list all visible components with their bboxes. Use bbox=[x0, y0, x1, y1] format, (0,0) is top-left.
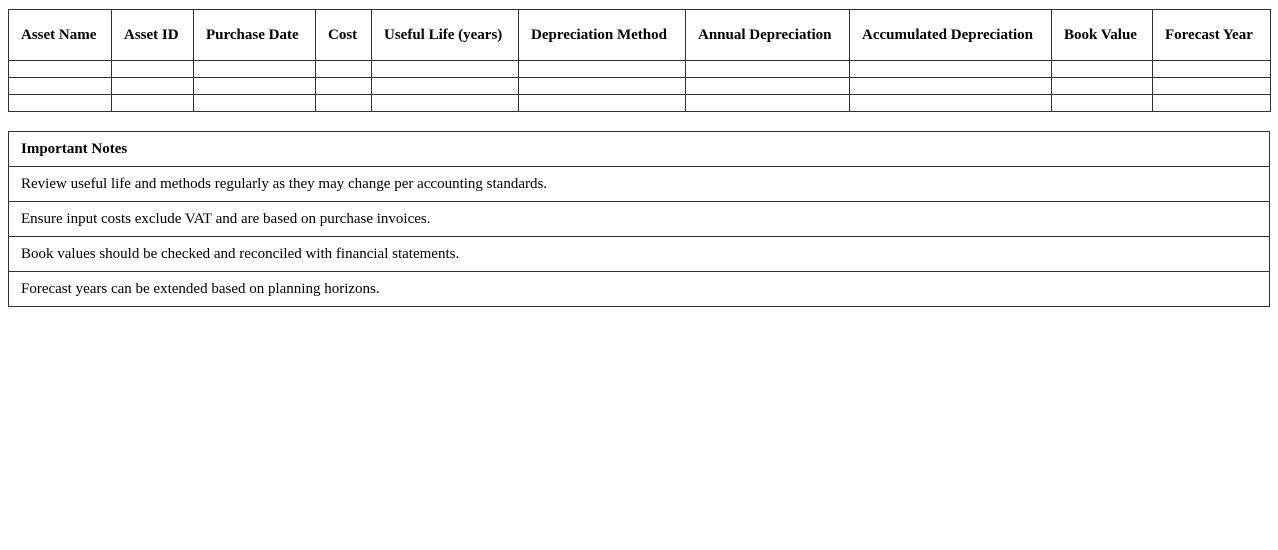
column-header: Useful Life (years) bbox=[372, 10, 519, 61]
column-header: Cost bbox=[316, 10, 372, 61]
table-cell[interactable] bbox=[1052, 61, 1153, 78]
table-cell[interactable] bbox=[1153, 61, 1271, 78]
table-cell[interactable] bbox=[686, 61, 850, 78]
notes-title: Important Notes bbox=[9, 132, 1270, 167]
table-cell[interactable] bbox=[316, 95, 372, 112]
table-cell[interactable] bbox=[850, 95, 1052, 112]
table-cell[interactable] bbox=[372, 61, 519, 78]
column-header: Depreciation Method bbox=[519, 10, 686, 61]
table-cell[interactable] bbox=[316, 78, 372, 95]
column-header: Purchase Date bbox=[194, 10, 316, 61]
column-header: Forecast Year bbox=[1153, 10, 1271, 61]
table-cell[interactable] bbox=[194, 61, 316, 78]
table-cell[interactable] bbox=[194, 78, 316, 95]
note-row bbox=[9, 237, 1270, 272]
table-cell[interactable] bbox=[372, 95, 519, 112]
header-row bbox=[9, 10, 1271, 61]
table-cell[interactable] bbox=[1052, 95, 1153, 112]
note-text: Ensure input costs exclude VAT and are based on purchase invoices. bbox=[9, 202, 1270, 237]
column-header: Accumulated Depreciation bbox=[850, 10, 1052, 61]
table-cell[interactable] bbox=[112, 95, 194, 112]
table-row bbox=[9, 61, 1271, 78]
table-cell[interactable] bbox=[686, 95, 850, 112]
table-cell[interactable] bbox=[850, 61, 1052, 78]
asset-depreciation-table bbox=[8, 9, 1271, 112]
table-cell[interactable] bbox=[112, 61, 194, 78]
notes-header-row bbox=[9, 132, 1270, 167]
table-cell[interactable] bbox=[9, 61, 112, 78]
table-cell[interactable] bbox=[1153, 78, 1271, 95]
table-cell[interactable] bbox=[9, 78, 112, 95]
column-header: Annual Depreciation bbox=[686, 10, 850, 61]
table-row bbox=[9, 78, 1271, 95]
note-row bbox=[9, 202, 1270, 237]
table-cell[interactable] bbox=[112, 78, 194, 95]
table-cell[interactable] bbox=[1153, 95, 1271, 112]
table-cell[interactable] bbox=[372, 78, 519, 95]
table-cell[interactable] bbox=[850, 78, 1052, 95]
table-cell[interactable] bbox=[519, 61, 686, 78]
note-row bbox=[9, 272, 1270, 307]
column-header: Book Value bbox=[1052, 10, 1153, 61]
important-notes-table bbox=[8, 131, 1270, 307]
table-row bbox=[9, 95, 1271, 112]
table-cell[interactable] bbox=[316, 61, 372, 78]
table-cell[interactable] bbox=[519, 95, 686, 112]
note-text: Review useful life and methods regularly as they may change per accounting standards. bbox=[9, 167, 1270, 202]
table-cell[interactable] bbox=[194, 95, 316, 112]
note-text: Book values should be checked and reconciled with financial statements. bbox=[9, 237, 1270, 272]
note-text: Forecast years can be extended based on planning horizons. bbox=[9, 272, 1270, 307]
table-cell[interactable] bbox=[9, 95, 112, 112]
column-header: Asset ID bbox=[112, 10, 194, 61]
table-cell[interactable] bbox=[1052, 78, 1153, 95]
note-row bbox=[9, 167, 1270, 202]
document bbox=[8, 9, 1270, 307]
table-cell[interactable] bbox=[519, 78, 686, 95]
table-cell[interactable] bbox=[686, 78, 850, 95]
column-header: Asset Name bbox=[9, 10, 112, 61]
